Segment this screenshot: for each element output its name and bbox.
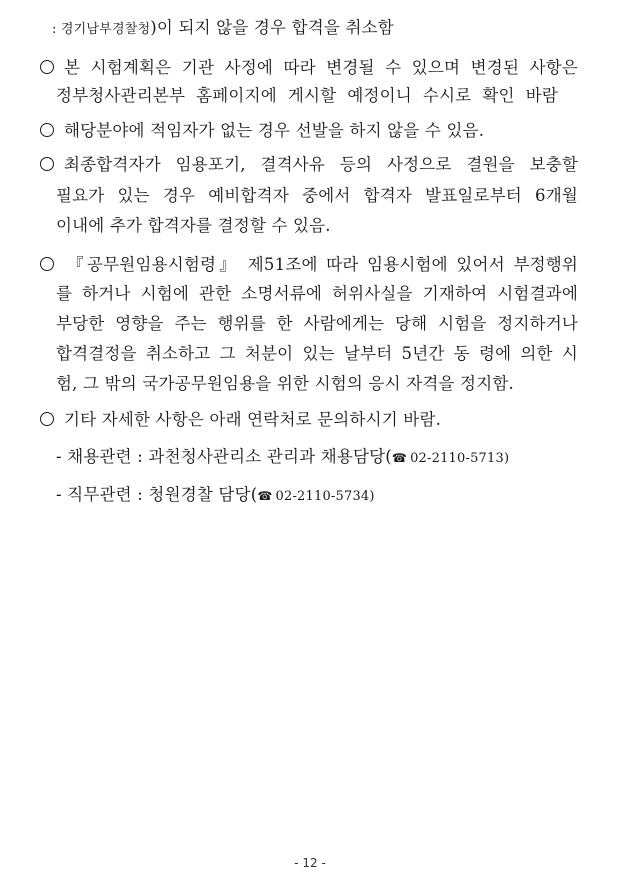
item-text: 최종합격자가 임용포기, 결격사유 등의 사정으로 결원을 보충할 xyxy=(64,155,578,174)
list-item-line xyxy=(56,86,558,106)
contact-label: - 직무관련 : 청원경찰 담당( xyxy=(56,485,258,504)
contact-label: - 채용관련 : 과천청사관리소 관리과 채용담당( xyxy=(56,447,392,466)
list-item-line xyxy=(40,255,578,275)
list-item-line xyxy=(56,344,578,364)
item-text: 본 시험계획은 기관 사정에 따라 변경될 수 있으며 변경된 사항은 xyxy=(64,58,578,77)
list-item-line xyxy=(56,374,514,394)
circle-bullet-icon xyxy=(40,123,54,137)
item-text: 합격결정을 취소하고 그 처분이 있는 날부터 5년간 동 령에 의한 시 xyxy=(56,344,578,363)
list-item-line xyxy=(56,314,578,334)
phone-icon: ☎ xyxy=(391,451,408,465)
item-text: 『공무원임용시험령』 제51조에 따라 임용시험에 있어서 부정행위 xyxy=(64,255,578,274)
item-text: 해당분야에 적임자가 없는 경우 선발을 하지 않을 수 있음. xyxy=(64,121,485,140)
list-item-line xyxy=(40,410,441,430)
list-item-line xyxy=(56,284,578,304)
continuation-prefix: : 경기남부경찰청 xyxy=(52,22,151,37)
list-item-line xyxy=(56,186,578,206)
list-item-line xyxy=(40,58,578,78)
item-text: 를 하거나 시험에 관한 소명서류에 허위사실을 기재하여 시험결과에 xyxy=(56,284,578,303)
phone-icon: ☎ xyxy=(257,489,273,503)
contact-phone: 02-2110-5734) xyxy=(275,489,375,504)
circle-bullet-icon xyxy=(40,257,54,271)
item-text: 정부청사관리본부 홈페이지에 게시할 예정이니 수시로 확인 바람 xyxy=(56,86,558,105)
circle-bullet-icon xyxy=(40,412,54,426)
contact-line-duty xyxy=(56,485,375,507)
item-text: 부당한 영향을 주는 행위를 한 사람에게는 당해 시험을 정지하거나 xyxy=(56,314,578,333)
continuation-line xyxy=(52,18,394,40)
list-item-line xyxy=(56,216,331,236)
item-text: 기타 자세한 사항은 아래 연락처로 문의하시기 바람. xyxy=(64,410,442,429)
contact-phone: 02-2110-5713) xyxy=(410,451,510,466)
list-item-line xyxy=(40,121,484,141)
item-text: 필요가 있는 경우 예비합격자 중에서 합격자 발표일로부터 6개월 xyxy=(56,186,578,205)
item-text: 험, 그 밖의 국가공무원임용을 위한 시험의 응시 자격을 정지함. xyxy=(56,374,514,393)
circle-bullet-icon xyxy=(40,60,54,74)
contact-line-recruitment xyxy=(56,447,509,469)
page-number: - 12 - xyxy=(294,856,326,870)
continuation-rest: )이 되지 않을 경우 합격을 취소함 xyxy=(150,18,394,37)
list-item-line xyxy=(40,155,578,175)
circle-bullet-icon xyxy=(40,157,54,171)
item-text: 이내에 추가 합격자를 결정할 수 있음. xyxy=(56,216,331,235)
